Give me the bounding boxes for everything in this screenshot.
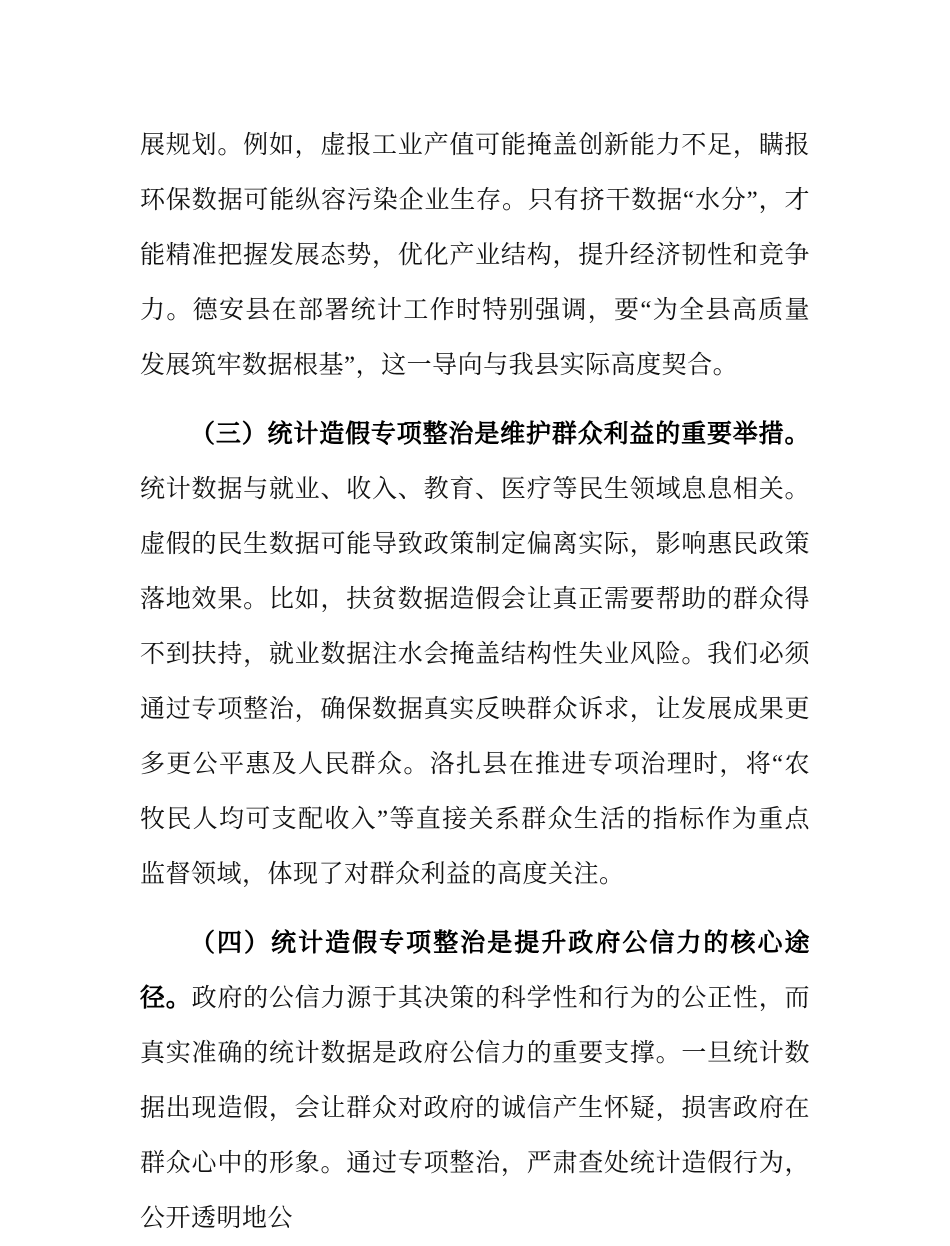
section-3-heading: （三）统计造假专项整治是维护群众利益的重要举措。 [190, 421, 810, 448]
section-3-body-text: 统计数据与就业、收入、教育、医疗等民生领域息息相关。虚假的民生数据可能导致政策制定偏离实际，影响惠民政策落地效果。比如，扶贫数据造假会让真正需要帮助的群众得不到扶持，就业数据注水会掩盖结构性失业风险。我们必须通过专项整治，确保数据真实反映群众诉求，让发展成果更多更公平惠及人民群众。洛扎县在推进专项治理时，将“农牧民人均可支配收入”等直接关系群众生活的指标作为重点监督领域，体现了对群众利益的高度关注。 [140, 476, 810, 888]
section-4-body-text: 政府的公信力源于其决策的科学性和行为的公正性，而真实准确的统计数据是政府公信力的重要支撑。一旦统计数据出现造假，会让群众对政府的诚信产生怀疑，损害政府在群众心中的形象。通过专项整治，严肃查处统计造假行为，公开透明地公 [140, 985, 810, 1232]
paragraph-continuation [140, 118, 810, 393]
document-body [140, 118, 810, 1246]
paragraph-section-3 [140, 407, 810, 902]
paragraph-section-4 [140, 916, 810, 1246]
paragraph-continuation-text: 展规划。例如，虚报工业产值可能掩盖创新能力不足，瞒报环保数据可能纵容污染企业生存。只有挤干数据“水分”，才能精准把握发展态势，优化产业结构，提升经济韧性和竞争力。德安县在部署统计工作时特别强调，要“为全县高质量发展筑牢数据根基”，这一导向与我县实际高度契合。 [140, 132, 810, 379]
section-4-heading: （四）统计造假专项整治是提升政府公信力的核心途径。 [140, 930, 810, 1012]
